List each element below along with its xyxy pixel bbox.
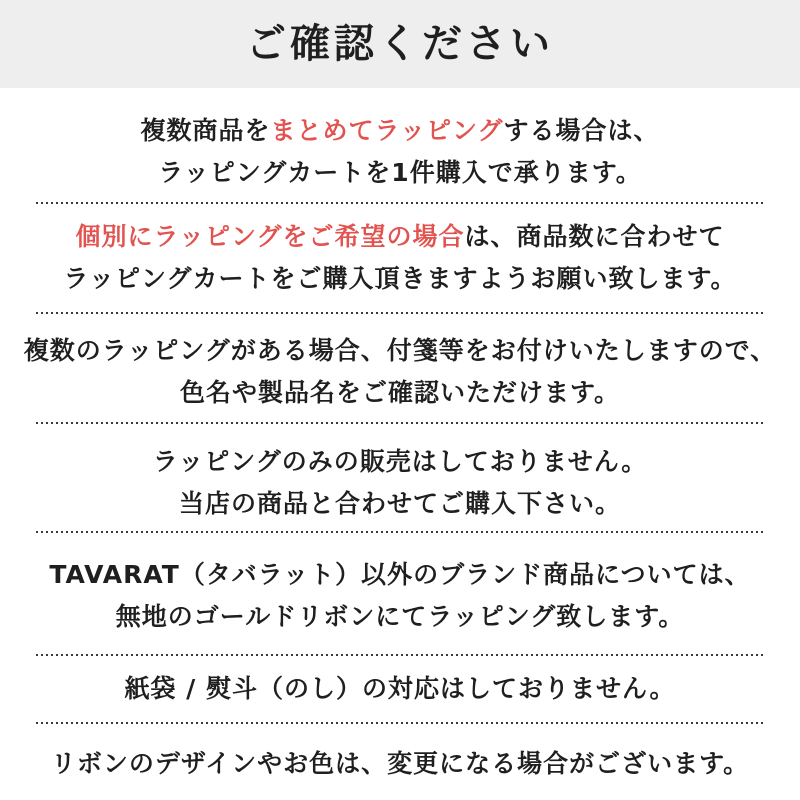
notice-line — [51, 743, 749, 785]
notice-line — [24, 330, 777, 372]
text-segment: 複数のラッピングがある場合、付箋等をお付けいたしますので、 — [23, 336, 777, 365]
notice-section-multiple-items-together — [0, 88, 800, 202]
notice-line — [158, 152, 641, 194]
page-title: ご確認ください — [246, 21, 554, 67]
notice-line — [63, 258, 736, 300]
notice-line — [75, 216, 724, 258]
notice-line — [49, 554, 750, 596]
text-segment: TAVARAT（タバラット）以外のブランド商品については、 — [49, 560, 751, 589]
notice-section-other-brands — [0, 533, 800, 654]
text-segment: 色名や製品名をご確認いただけます。 — [179, 378, 620, 407]
notice-section-no-wrapping-only-sale — [0, 424, 800, 531]
notice-line — [153, 441, 648, 483]
notice-section-individual-wrapping — [0, 204, 800, 312]
notice-line — [140, 110, 659, 152]
text-segment: ラッピングカートをご購入頂きますようお願い致します。 — [63, 264, 737, 293]
text-segment: 紙袋 / 熨斗（のし）の対応はしておりません。 — [124, 674, 676, 703]
notice-section-ribbon-design-change — [0, 724, 800, 800]
text-segment: 無地のゴールドリボンにてラッピング致します。 — [115, 602, 685, 631]
notice-section-no-paper-bag-noshi — [0, 656, 800, 722]
text-segment: リボンのデザインやお色は、変更になる場合がございます。 — [50, 749, 750, 778]
notice-line — [179, 483, 621, 525]
text-segment: する場合は、 — [503, 116, 660, 145]
notice-section-sticky-note — [0, 314, 800, 422]
text-segment-highlight: まとめてラッピング — [270, 116, 504, 145]
text-segment: ラッピングカートを1件購入で承ります。 — [158, 158, 642, 187]
text-segment-highlight: 個別にラッピングをご希望の場合 — [75, 222, 465, 251]
text-segment: ラッピングのみの販売はしておりません。 — [152, 446, 648, 476]
notice-line — [124, 668, 675, 710]
header-band — [0, 0, 800, 88]
text-segment: 当店の商品と合わせてご購入下さい。 — [178, 488, 621, 518]
notice-line — [116, 596, 685, 638]
text-segment: 複数商品を — [140, 116, 271, 145]
text-segment: は、商品数に合わせて — [464, 222, 725, 251]
notice-line — [180, 372, 620, 414]
